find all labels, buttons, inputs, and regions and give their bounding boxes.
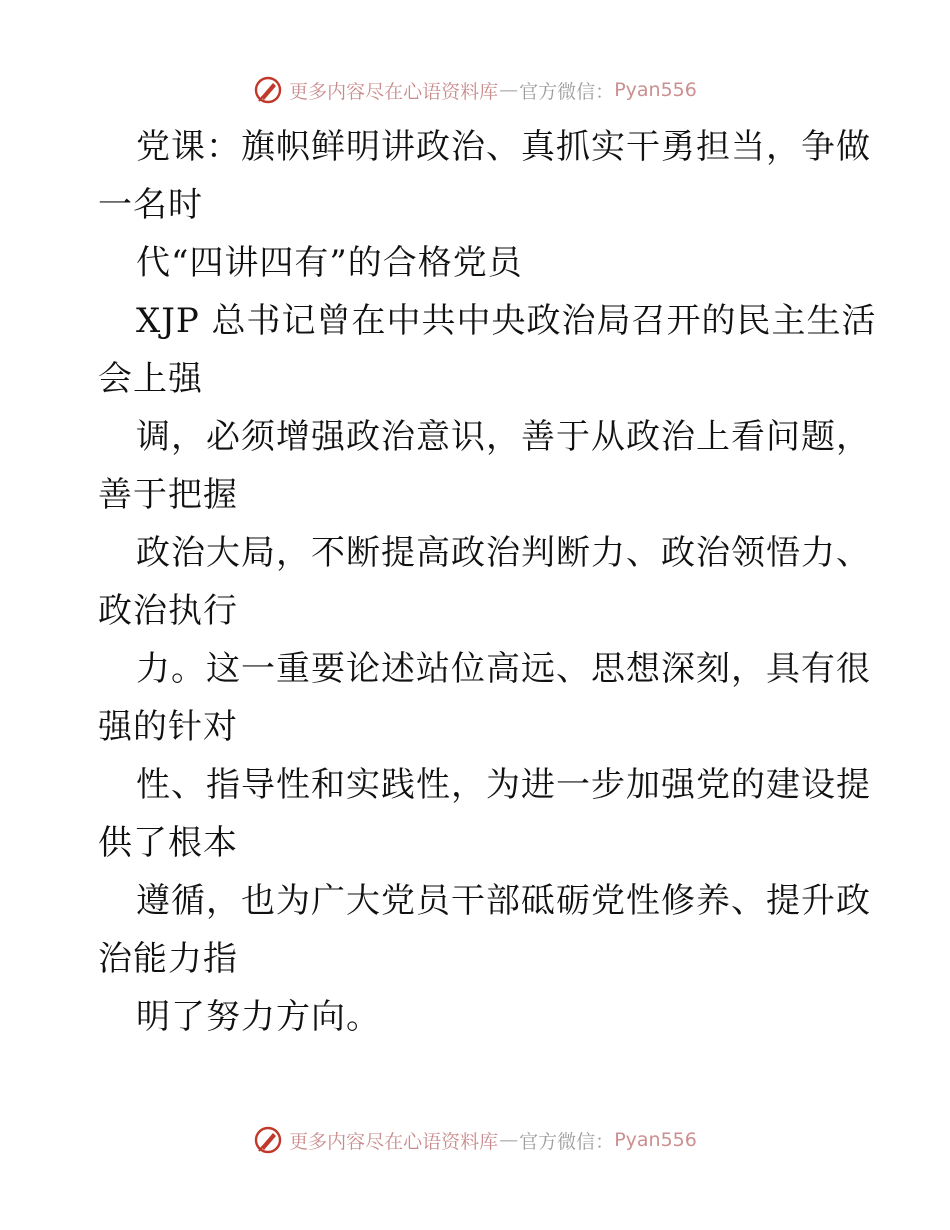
banner-promo-text: 更多内容尽在心语资料库 [289,80,499,103]
header-banner [0,70,950,110]
text-line: 一名时 [98,185,203,225]
text-line: 政治执行 [98,591,238,631]
banner-official-label: 官方微信： [519,1130,615,1153]
text-line: 供了根本 [98,823,238,863]
text-line: 代“四讲四有”的合格党员 [136,243,523,283]
text-line: 遵循，也为广大党员干部砥砺党性修养、提升政 [136,881,871,921]
text-line: 明了努力方向。 [136,997,381,1037]
quill-pen-logo-icon [253,1125,283,1155]
banner-dash: — [499,1129,519,1151]
quill-pen-logo-icon [253,75,283,105]
text-line: 政治大局，不断提高政治判断力、政治领悟力、 [136,533,871,573]
banner-dash: — [499,79,519,101]
banner-promo-text: 更多内容尽在心语资料库 [289,1130,499,1153]
text-line: 性、指导性和实践性，为进一步加强党的建设提 [136,765,871,805]
text-line: 力。这一重要论述站位高远、思想深刻，具有很 [136,649,871,689]
text-line: 强的针对 [98,707,238,747]
text-line: 治能力指 [98,939,238,979]
banner-official-label: 官方微信： [519,80,615,103]
banner-wechat-handle: Pyan556 [614,1129,697,1151]
text-line: 会上强 [98,359,203,399]
banner-wechat-handle: Pyan556 [614,79,697,101]
text-line: 调，必须增强政治意识，善于从政治上看问题， [136,417,871,457]
text-line: XJP 总书记曾在中共中央政治局召开的民主生活 [136,301,877,341]
text-line: 党课：旗帜鲜明讲政治、真抓实干勇担当，争做 [136,127,871,167]
text-line: 善于把握 [98,475,238,515]
footer-banner [0,1120,950,1160]
